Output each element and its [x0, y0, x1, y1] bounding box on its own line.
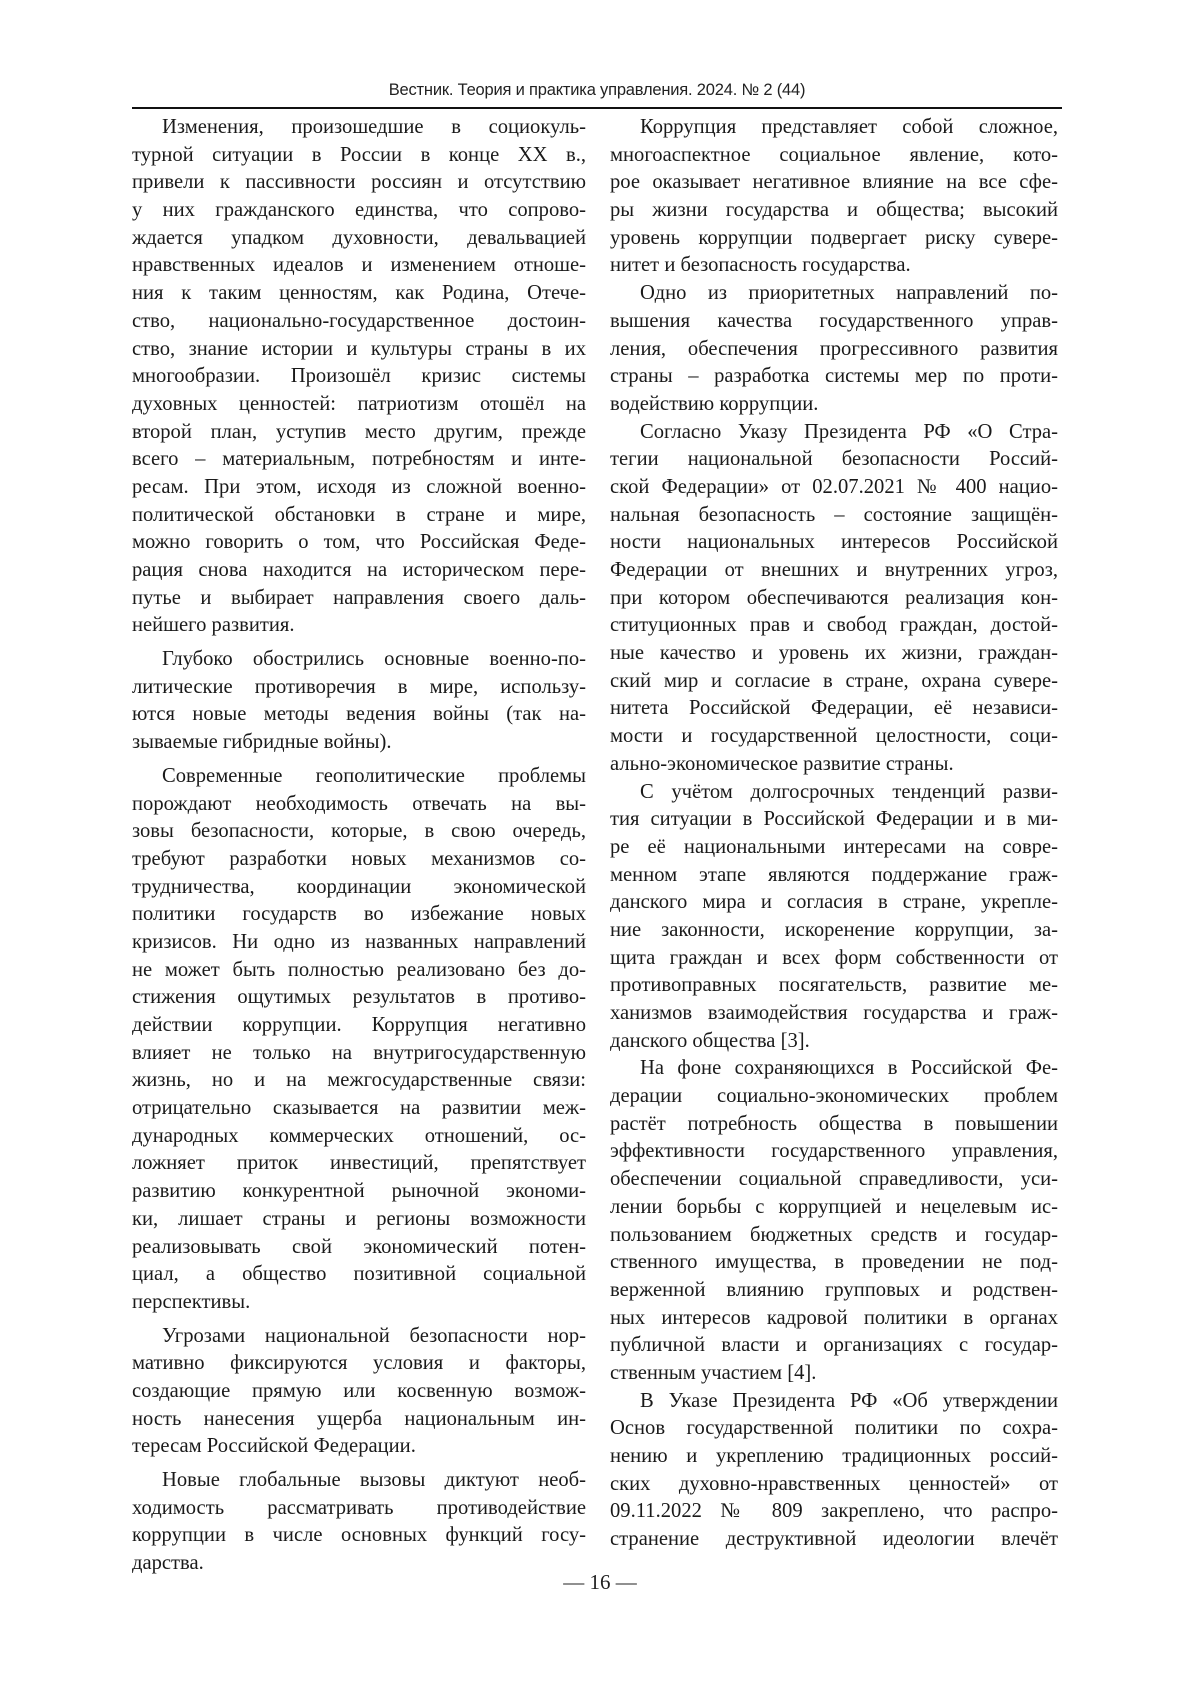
text-line: ально-экономическое развитие страны.: [610, 751, 1058, 779]
text-line: мости и государственной целостности, соци-: [610, 723, 1058, 751]
text-line: рация снова находится на историческом пере-: [132, 557, 586, 585]
header-rule: [132, 107, 1062, 109]
text-line: коррупции в числе основных функций госу-: [132, 1522, 586, 1550]
text-line: ния к таким ценностям, как Родина, Отече-: [132, 280, 586, 308]
paragraph: [132, 763, 586, 1317]
text-line: ложняет приток инвестиций, препятствует: [132, 1150, 586, 1178]
paragraph: [132, 646, 586, 757]
text-line: странение деструктивной идеологии влечёт: [610, 1526, 1058, 1554]
paragraph: [610, 779, 1058, 1056]
text-line: ры жизни государства и общества; высокий: [610, 197, 1058, 225]
text-line: растёт потребность общества в повышении: [610, 1111, 1058, 1139]
text-line: мативно фиксируются условия и факторы,: [132, 1350, 586, 1378]
text-line: второй план, уступив место другим, прежде: [132, 419, 586, 447]
text-line: ние законности, искоренение коррупции, за-: [610, 917, 1058, 945]
text-line: На фоне сохраняющихся в Российской Фе-: [610, 1055, 1058, 1083]
text-line: политической обстановки в стране и мире,: [132, 502, 586, 530]
text-line: нитета Российской Федерации, её независи-: [610, 695, 1058, 723]
text-line: В Указе Президента РФ «Об утверждении: [610, 1388, 1058, 1416]
paragraph: [610, 1055, 1058, 1387]
text-line: данского мира и согласия в стране, укрепле-: [610, 889, 1058, 917]
text-line: тересам Российской Федерации.: [132, 1433, 586, 1461]
text-line: литические противоречия в мире, использу-: [132, 674, 586, 702]
text-line: Глубоко обострились основные военно-по-: [132, 646, 586, 674]
running-header: Вестник. Теория и практика управления. 2024. № 2 (44): [132, 81, 1062, 100]
text-line: ство, национально-государственное достоин-: [132, 308, 586, 336]
text-line: ственного имущества, в проведении не под-: [610, 1249, 1058, 1277]
text-line: нению и укреплению традиционных россий-: [610, 1443, 1058, 1471]
text-line: публичной власти и организациях с государ-: [610, 1332, 1058, 1360]
text-line: можно говорить о том, что Российская Феде-: [132, 529, 586, 557]
page-number: — 16 —: [0, 1570, 1200, 1595]
text-line: влияет не только на внутригосударственную: [132, 1040, 586, 1068]
text-line: всего – материальным, потребностям и инте-: [132, 446, 586, 474]
paragraph: [132, 114, 586, 640]
text-line: при котором обеспечиваются реализация кон-: [610, 585, 1058, 613]
text-line: многообразии. Произошёл кризис системы: [132, 363, 586, 391]
text-line: дарства.: [132, 1550, 586, 1578]
text-line: Основ государственной политики по сохра-: [610, 1415, 1058, 1443]
text-line: стижения ощутимых результатов в противо-: [132, 984, 586, 1012]
text-line: Угрозами национальной безопасности нор-: [132, 1323, 586, 1351]
text-line: ных интересов кадровой политики в органах: [610, 1305, 1058, 1333]
text-line: Федерации от внешних и внутренних угроз,: [610, 557, 1058, 585]
text-line: многоаспектное социальное явление, кото-: [610, 142, 1058, 170]
paragraph: [132, 1323, 586, 1461]
text-line: водействию коррупции.: [610, 391, 1058, 419]
text-line: ре её национальными интересами на совре-: [610, 834, 1058, 862]
text-line: тия ситуации в Российской Федерации и в ми-: [610, 806, 1058, 834]
text-line: турной ситуации в России в конце XX в.,: [132, 142, 586, 170]
text-line: трудничества, координации экономической: [132, 874, 586, 902]
text-line: щита граждан и всех форм собственности от: [610, 945, 1058, 973]
text-line: вышения качества государственного управ-: [610, 308, 1058, 336]
paragraph: [132, 1467, 586, 1578]
text-line: ханизмов взаимодействия государства и граж-: [610, 1000, 1058, 1028]
text-line: эффективности государственного управления,: [610, 1138, 1058, 1166]
text-line: уровень коррупции подвергает риску сувере-: [610, 225, 1058, 253]
text-line: Одно из приоритетных направлений по-: [610, 280, 1058, 308]
text-line: Новые глобальные вызовы диктуют необ-: [132, 1467, 586, 1495]
text-line: Коррупция представляет собой сложное,: [610, 114, 1058, 142]
text-line: привели к пассивности россиян и отсутствию: [132, 169, 586, 197]
text-line: ский мир и согласие в стране, охрана сувере-: [610, 668, 1058, 696]
text-line: ственным участием [4].: [610, 1360, 1058, 1388]
text-line: ституционных прав и свобод граждан, достой-: [610, 612, 1058, 640]
paragraph: [610, 280, 1058, 418]
text-line: дународных коммерческих отношений, ос-: [132, 1123, 586, 1151]
text-line: жизнь, но и на межгосударственные связи:: [132, 1067, 586, 1095]
text-line: ждается упадком духовности, девальвацией: [132, 225, 586, 253]
text-line: верженной влиянию групповых и родствен-: [610, 1277, 1058, 1305]
text-line: зываемые гибридные войны).: [132, 729, 586, 757]
text-line: ских духовно-нравственных ценностей» от: [610, 1471, 1058, 1499]
text-line: у них гражданского единства, что сопрово-: [132, 197, 586, 225]
paragraph: [610, 114, 1058, 280]
text-line: политики государств во избежание новых: [132, 901, 586, 929]
text-line: Изменения, произошедшие в социокуль-: [132, 114, 586, 142]
text-line: нравственных идеалов и изменением отноше-: [132, 252, 586, 280]
text-line: ки, лишает страны и регионы возможности: [132, 1206, 586, 1234]
text-line: 09.11.2022 № 809 закреплено, что распро-: [610, 1498, 1058, 1526]
text-line: обеспечении социальной справедливости, уси-: [610, 1166, 1058, 1194]
text-line: нальная безопасность – состояние защищён-: [610, 502, 1058, 530]
text-line: противоправных посягательств, развитие ме-: [610, 972, 1058, 1000]
text-line: циал, а общество позитивной социальной: [132, 1261, 586, 1289]
text-line: развитию конкурентной рыночной экономи-: [132, 1178, 586, 1206]
text-line: нитет и безопасность государства.: [610, 252, 1058, 280]
text-line: Современные геополитические проблемы: [132, 763, 586, 791]
text-line: Согласно Указу Президента РФ «О Стра-: [610, 419, 1058, 447]
text-line: ные качество и уровень их жизни, граждан-: [610, 640, 1058, 668]
text-line: данского общества [3].: [610, 1028, 1058, 1056]
text-line: ство, знание истории и культуры страны в их: [132, 336, 586, 364]
text-line: дерации социально-экономических проблем: [610, 1083, 1058, 1111]
text-line: пользованием бюджетных средств и государ-: [610, 1222, 1058, 1250]
text-line: путье и выбирает направления своего даль-: [132, 585, 586, 613]
text-line: ности национальных интересов Российской: [610, 529, 1058, 557]
text-line: ресам. При этом, исходя из сложной военно-: [132, 474, 586, 502]
text-line: ходимость рассматривать противодействие: [132, 1495, 586, 1523]
text-line: ской Федерации» от 02.07.2021 № 400 нацио-: [610, 474, 1058, 502]
text-line: реализовывать свой экономический потен-: [132, 1234, 586, 1262]
text-line: создающие прямую или косвенную возмож-: [132, 1378, 586, 1406]
left-column: [132, 114, 586, 1578]
paragraph: [610, 1388, 1058, 1554]
text-line: порождают необходимость отвечать на вы-: [132, 791, 586, 819]
text-line: зовы безопасности, которые, в свою очередь,: [132, 818, 586, 846]
text-line: нейшего развития.: [132, 612, 586, 640]
paragraph: [610, 419, 1058, 779]
text-line: перспективы.: [132, 1289, 586, 1317]
text-line: требуют разработки новых механизмов со-: [132, 846, 586, 874]
text-line: менном этапе являются поддержание граж-: [610, 862, 1058, 890]
text-line: действии коррупции. Коррупция негативно: [132, 1012, 586, 1040]
text-line: ность нанесения ущерба национальным ин-: [132, 1406, 586, 1434]
text-line: ления, обеспечения прогрессивного развития: [610, 336, 1058, 364]
text-line: не может быть полностью реализовано без до-: [132, 957, 586, 985]
text-line: кризисов. Ни одно из названных направлений: [132, 929, 586, 957]
text-line: лении борьбы с коррупцией и нецелевым ис-: [610, 1194, 1058, 1222]
text-line: духовных ценностей: патриотизм отошёл на: [132, 391, 586, 419]
text-line: тегии национальной безопасности Россий-: [610, 446, 1058, 474]
text-line: страны – разработка системы мер по проти-: [610, 363, 1058, 391]
text-line: отрицательно сказывается на развитии меж-: [132, 1095, 586, 1123]
right-column: [610, 114, 1058, 1554]
text-line: С учётом долгосрочных тенденций разви-: [610, 779, 1058, 807]
text-line: рое оказывает негативное влияние на все сфе-: [610, 169, 1058, 197]
text-line: ются новые методы ведения войны (так на-: [132, 701, 586, 729]
